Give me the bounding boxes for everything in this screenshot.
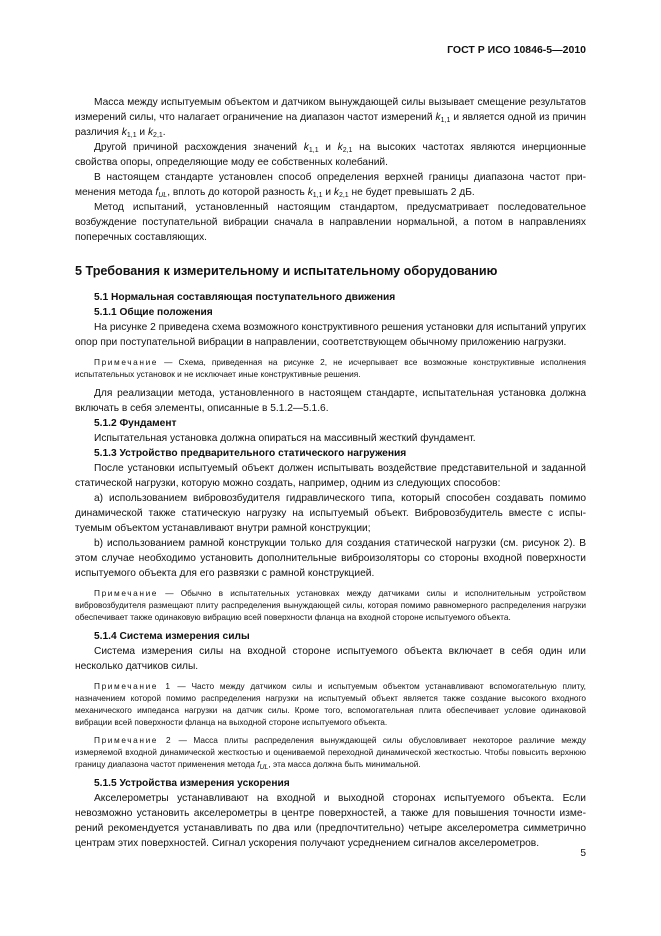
paragraph-upper-limit: В настоящем стандарте установлен способ определения верхней границы диапазона частот применения метода $f_{UL}$, вплоть до которой разность $k_{1,1}$ и $k_{2,1}$ не будет превышать 2 дБ. [75,172,586,199]
section-5-1-3-heading: 5.1.3 Устройство предварительного статического нагружения [94,448,407,459]
section-5-1-heading: 5.1 Нормальная составляющая поступательного движения [94,292,396,303]
paragraph-foundation: Испытательная установка должна опираться на массивный жесткий фундамент. [94,433,476,444]
section-5-1-5-heading: 5.1.5 Устройства измерения ускорения [94,778,290,789]
paragraph-elements: Для реализации метода, установленного в настоящем стандарте, испытательная установка должна включать в себя элементы, описанные в 5.1.2—5.1.6. [75,388,586,414]
paragraph-static-load: После установки испытуемый объект должен испытывать воздействие представительной и заданной статической нагрузки, которую можно создать, например, одним из следующих способов: [75,463,586,489]
section-5-1-1-heading: 5.1.1 Общие положения [94,307,213,318]
note-1-aux-plate: Примечание 1 — Часто между датчиком силы и испытуемым объектом устанавливают вспомогательную плиту, назначением которой помимо распределения нагрузки на испытуемый объект является также создание высокого входного механического импеданса нагрузки на датчик силы. Кроме того, вспомогательная плита обеспечивает условие одинаковой вибрации всей поверхности фланца на выходной стороне испытуемого объекта. [75,681,586,727]
paragraph-accelerometers: Акселерометры устанавливают на входной и выходной сторонах испытуемого объекта. Если невозможно установить акселерометры в центре поверхностей, а также для повышения точности измерений рекомендуется устанавливать по два или (предпочтительно) четыре акселерометра симметрично центрам этих поверхностей. Сигнал ускорения получают усреднением сигналов акселерометров. [75,793,586,849]
paragraph-force-system: Система измерения силы на входной стороне испытуемого объекта включает в себя один или несколько датчиков силы. [75,646,586,672]
paragraph-figure-2: На рисунке 2 приведена схема возможного конструктивного решения установки для испытаний упругих опор при поступательной вибрации в направлении, соответствующем обычному приложению нагрузки. [75,322,586,348]
note-force-plate: Примечание — Обычно в испытательных установках между датчиками силы и исполнительным устройством вибровозбудителя размещают плиту распределения вынуждающей силы, которая помимо равномерного распределения нагрузки обеспечивает также одинаковую вибрацию всей поверхности фланца на входной стороне испытуемого объекта. [75,588,586,622]
note-2-plate-mass: Примечание 2 — Масса плиты распределения вынуждающей силы обусловливает некоторое различие между измеряемой входной динамической жесткостью и оцениваемой переходной динамической жесткостью. Чтобы повысить верхнюю границу диапазона частот применения метода $f_{UL}$, эта масса должна быть минимальной. [75,735,586,771]
section-5-1-4-heading: 5.1.4 Система измерения силы [94,631,250,642]
section-5-1-2-heading: 5.1.2 Фундамент [94,418,177,429]
page-number: 5 [580,848,586,859]
note-scheme: Примечание — Схема, приведенная на рисунке 2, не исчерпывает все возможные конструктивные исполнения испытательных установок и не исключает иные конструктивные решения. [75,357,586,379]
standard-header: ГОСТ Р ИСО 10846-5—2010 [447,44,586,56]
page-content [75,95,586,851]
paragraph-test-method: Метод испытаний, установленный настоящим стандартом, предусматривает последовательное возбуждение поступательной вибрации сначала в направлении нормальной, а потом в направлениях поперечных составляющих. [75,202,586,243]
list-item-a: а) использованием вибровозбудителя гидравлического типа, который способен создавать помимо динамической также статическую нагрузку на испытуемый объект. Вибровозбудитель вместе с испытуемым объектом устанавливают внутри рамной конструкции; [75,493,586,534]
paragraph-inertia: Другой причиной расхождения значений $k_{1,1}$ и $k_{2,1}$ на высоких частотах являются инерционные свойства опоры, определяющие моду ее собственных колебаний. [75,142,586,168]
paragraph-mass-offset: Масса между испытуемым объектом и датчиком вынуждающей силы вызывает смещение результатов измерений силы, что налагает ограничение на диапазон частот измерений $k_{1,1}$ и является одной из причин различия $k_{1,1}$ и $k_{2,1}$. [75,97,586,139]
section-5-heading: 5 Требования к измерительному и испытательному оборудованию [75,264,498,278]
list-item-b: b) использованием рамной конструкции только для создания статической нагрузки (см. рисунок 2). В этом случае необходимо установить дополнительные виброизоляторы со стороны входной поверхности испытуемого объекта для его развязки с рамной конструкцией. [75,538,586,579]
